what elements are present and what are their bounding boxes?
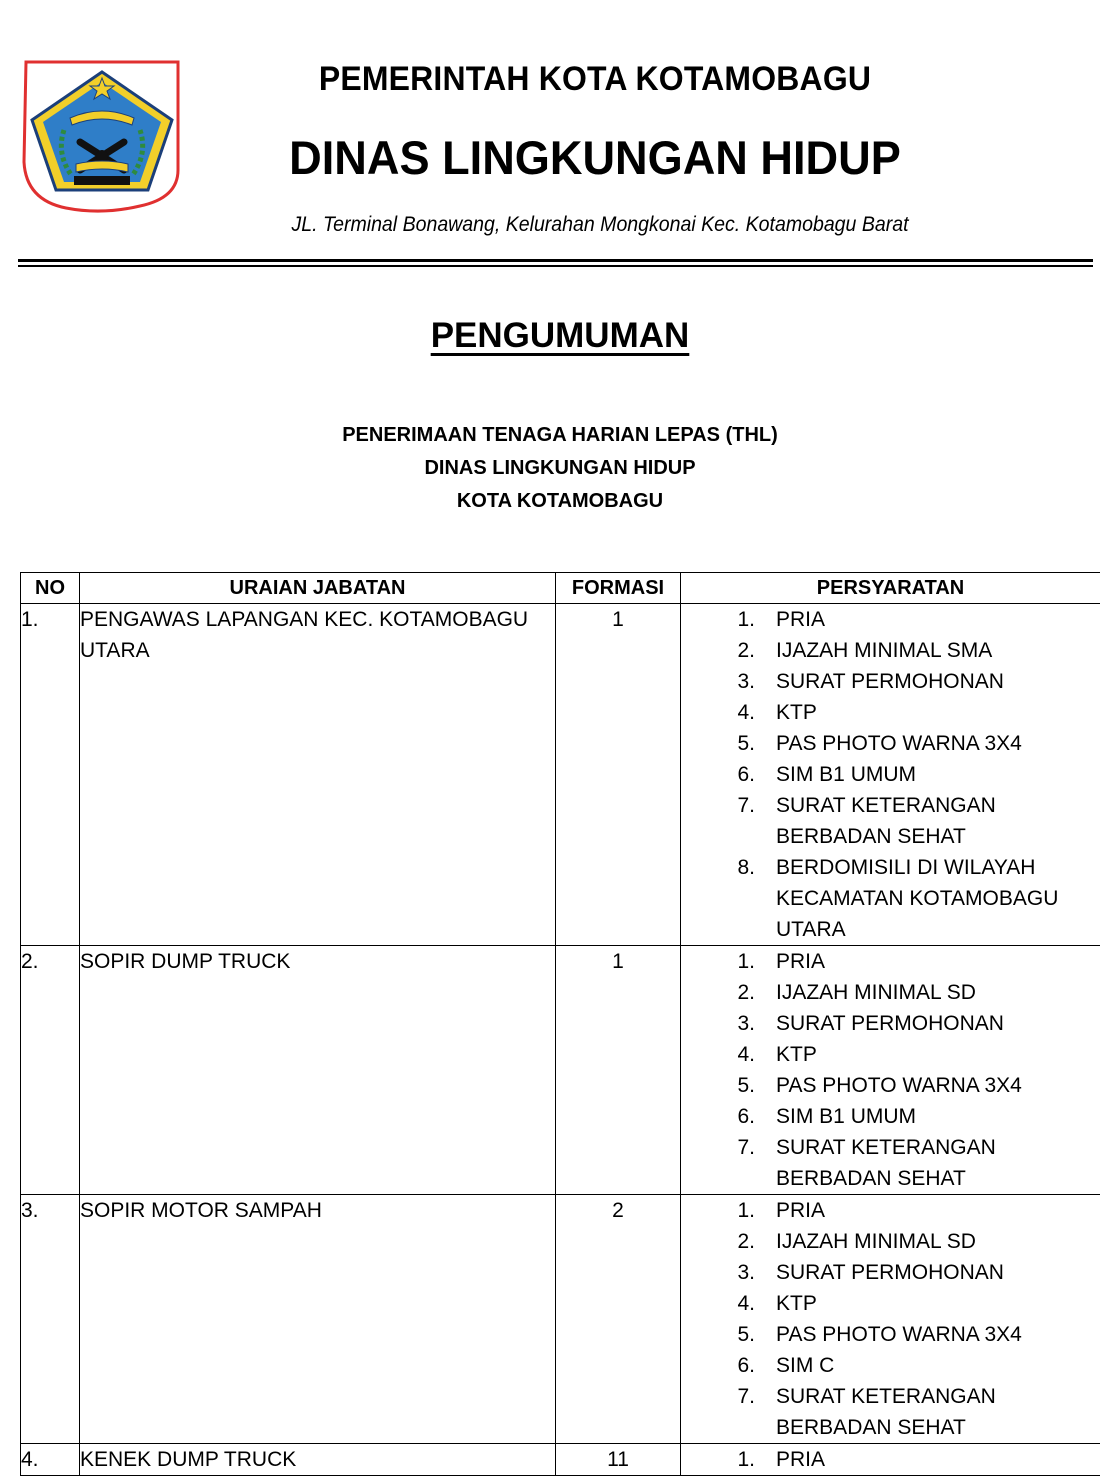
table-row bbox=[21, 1444, 1100, 1476]
requirements-list bbox=[681, 1195, 1100, 1443]
requirement-item bbox=[681, 1101, 1100, 1132]
requirement-item bbox=[681, 1319, 1100, 1350]
requirement-text: SURAT KETERANGAN BERBADAN SEHAT bbox=[776, 1136, 996, 1190]
government-name: PEMERINTAH KOTA KOTAMOBAGU bbox=[318, 60, 872, 98]
requirement-number: 2. bbox=[737, 639, 755, 662]
position-title: KENEK DUMP TRUCK bbox=[80, 1444, 556, 1476]
requirement-item bbox=[681, 1257, 1100, 1288]
requirement-text: PAS PHOTO WARNA 3X4 bbox=[776, 1323, 1022, 1346]
requirement-number: 8. bbox=[737, 856, 755, 879]
position-title: SOPIR MOTOR SAMPAH bbox=[80, 1195, 556, 1444]
requirement-item bbox=[681, 1039, 1100, 1070]
requirements-cell bbox=[681, 1195, 1100, 1444]
requirement-text: SIM B1 UMUM bbox=[776, 1105, 917, 1128]
requirement-text: SIM C bbox=[776, 1354, 835, 1377]
column-header-no: NO bbox=[21, 573, 80, 604]
requirement-number: 1. bbox=[737, 950, 755, 973]
row-number: 2. bbox=[21, 946, 80, 1195]
table-row bbox=[21, 946, 1100, 1195]
requirement-number: 3. bbox=[737, 1261, 755, 1284]
department-name: DINAS LINGKUNGAN HIDUP bbox=[289, 131, 901, 184]
requirement-number: 1. bbox=[737, 1448, 755, 1471]
requirement-text: PAS PHOTO WARNA 3X4 bbox=[776, 1074, 1022, 1097]
requirement-number: 5. bbox=[737, 1074, 755, 1097]
requirement-item bbox=[681, 1381, 1100, 1443]
formation-count: 1 bbox=[556, 604, 681, 946]
row-number: 3. bbox=[21, 1195, 80, 1444]
column-header-formation: FORMASI bbox=[556, 573, 681, 604]
row-number: 4. bbox=[21, 1444, 80, 1476]
formation-count: 2 bbox=[556, 1195, 681, 1444]
requirements-cell bbox=[681, 1444, 1100, 1476]
requirement-item bbox=[681, 1288, 1100, 1319]
requirements-list bbox=[681, 946, 1100, 1194]
requirement-item bbox=[681, 759, 1100, 790]
requirement-text: PAS PHOTO WARNA 3X4 bbox=[776, 732, 1022, 755]
requirement-text: IJAZAH MINIMAL SMA bbox=[776, 639, 993, 662]
requirement-item bbox=[681, 946, 1100, 977]
requirement-item bbox=[681, 1132, 1100, 1194]
requirement-text: PRIA bbox=[776, 1199, 826, 1222]
requirement-number: 6. bbox=[737, 1105, 755, 1128]
requirement-item bbox=[681, 790, 1100, 852]
subtitle-line-3: KOTA KOTAMOBAGU bbox=[456, 490, 664, 512]
letterhead-divider-thin bbox=[18, 265, 1093, 267]
table-header-row bbox=[21, 573, 1100, 604]
requirements-cell bbox=[681, 604, 1100, 946]
requirement-number: 3. bbox=[737, 670, 755, 693]
requirement-text: IJAZAH MINIMAL SD bbox=[776, 981, 976, 1004]
requirement-number: 6. bbox=[737, 1354, 755, 1377]
requirement-item bbox=[681, 1008, 1100, 1039]
requirement-text: SURAT PERMOHONAN bbox=[776, 670, 1004, 693]
requirement-text: PRIA bbox=[776, 608, 826, 631]
requirement-number: 7. bbox=[737, 794, 755, 817]
requirement-item bbox=[681, 1226, 1100, 1257]
requirement-text: SURAT PERMOHONAN bbox=[776, 1012, 1004, 1035]
requirement-number: 4. bbox=[737, 1292, 755, 1315]
formation-count: 11 bbox=[556, 1444, 681, 1476]
requirement-number: 5. bbox=[737, 732, 755, 755]
requirement-number: 7. bbox=[737, 1136, 755, 1159]
position-title: SOPIR DUMP TRUCK bbox=[80, 946, 556, 1195]
requirement-text: SURAT PERMOHONAN bbox=[776, 1261, 1004, 1284]
table-body bbox=[21, 604, 1100, 1476]
requirement-number: 2. bbox=[737, 981, 755, 1004]
requirement-number: 4. bbox=[737, 1043, 755, 1066]
requirement-item bbox=[681, 977, 1100, 1008]
requirement-text: SURAT KETERANGAN BERBADAN SEHAT bbox=[776, 1385, 996, 1439]
requirement-text: KTP bbox=[776, 1292, 817, 1315]
requirement-text: SIM B1 UMUM bbox=[776, 763, 917, 786]
requirement-number: 2. bbox=[737, 1230, 755, 1253]
requirement-item bbox=[681, 1350, 1100, 1381]
column-header-requirements: PERSYARATAN bbox=[681, 573, 1100, 604]
requirement-text: KTP bbox=[776, 701, 817, 724]
requirement-number: 5. bbox=[737, 1323, 755, 1346]
positions-table bbox=[20, 572, 1100, 1476]
requirements-cell bbox=[681, 946, 1100, 1195]
requirement-item bbox=[681, 635, 1100, 666]
document-title bbox=[0, 316, 1100, 356]
requirements-list bbox=[681, 604, 1100, 945]
requirement-item bbox=[681, 604, 1100, 635]
requirement-number: 1. bbox=[737, 1199, 755, 1222]
city-emblem-icon bbox=[20, 58, 184, 218]
requirement-item bbox=[681, 1444, 1100, 1475]
row-number: 1. bbox=[21, 604, 80, 946]
requirement-item bbox=[681, 1070, 1100, 1101]
requirement-text: BERDOMISILI DI WILAYAH KECAMATAN KOTAMOBAGU UTARA bbox=[776, 856, 1059, 941]
position-title: PENGAWAS LAPANGAN KEC. KOTAMOBAGU UTARA bbox=[80, 604, 556, 946]
requirement-item bbox=[681, 666, 1100, 697]
subtitle-line-2: DINAS LINGKUNGAN HIDUP bbox=[424, 457, 696, 479]
requirement-item bbox=[681, 728, 1100, 759]
requirement-item bbox=[681, 697, 1100, 728]
column-header-position: URAIAN JABATAN bbox=[80, 573, 556, 604]
requirement-text: PRIA bbox=[776, 950, 826, 973]
subtitle-line-1: PENERIMAAN TENAGA HARIAN LEPAS (THL) bbox=[342, 424, 778, 446]
requirement-item bbox=[681, 852, 1100, 945]
requirement-text: IJAZAH MINIMAL SD bbox=[776, 1230, 976, 1253]
requirement-text: PRIA bbox=[776, 1448, 826, 1471]
table-row bbox=[21, 1195, 1100, 1444]
requirements-list bbox=[681, 1444, 1100, 1475]
department-address: JL. Terminal Bonawang, Kelurahan Mongkonai Kec. Kotamobagu Barat bbox=[291, 213, 909, 236]
letterhead-divider-thick bbox=[18, 259, 1093, 262]
requirement-number: 7. bbox=[737, 1385, 755, 1408]
requirement-item bbox=[681, 1195, 1100, 1226]
requirement-number: 3. bbox=[737, 1012, 755, 1035]
requirement-number: 6. bbox=[737, 763, 755, 786]
requirement-number: 1. bbox=[737, 608, 755, 631]
formation-count: 1 bbox=[556, 946, 681, 1195]
document-title-text: PENGUMUMAN bbox=[430, 316, 690, 355]
requirement-text: KTP bbox=[776, 1043, 817, 1066]
table-row bbox=[21, 604, 1100, 946]
requirement-number: 4. bbox=[737, 701, 755, 724]
requirement-text: SURAT KETERANGAN BERBADAN SEHAT bbox=[776, 794, 996, 848]
